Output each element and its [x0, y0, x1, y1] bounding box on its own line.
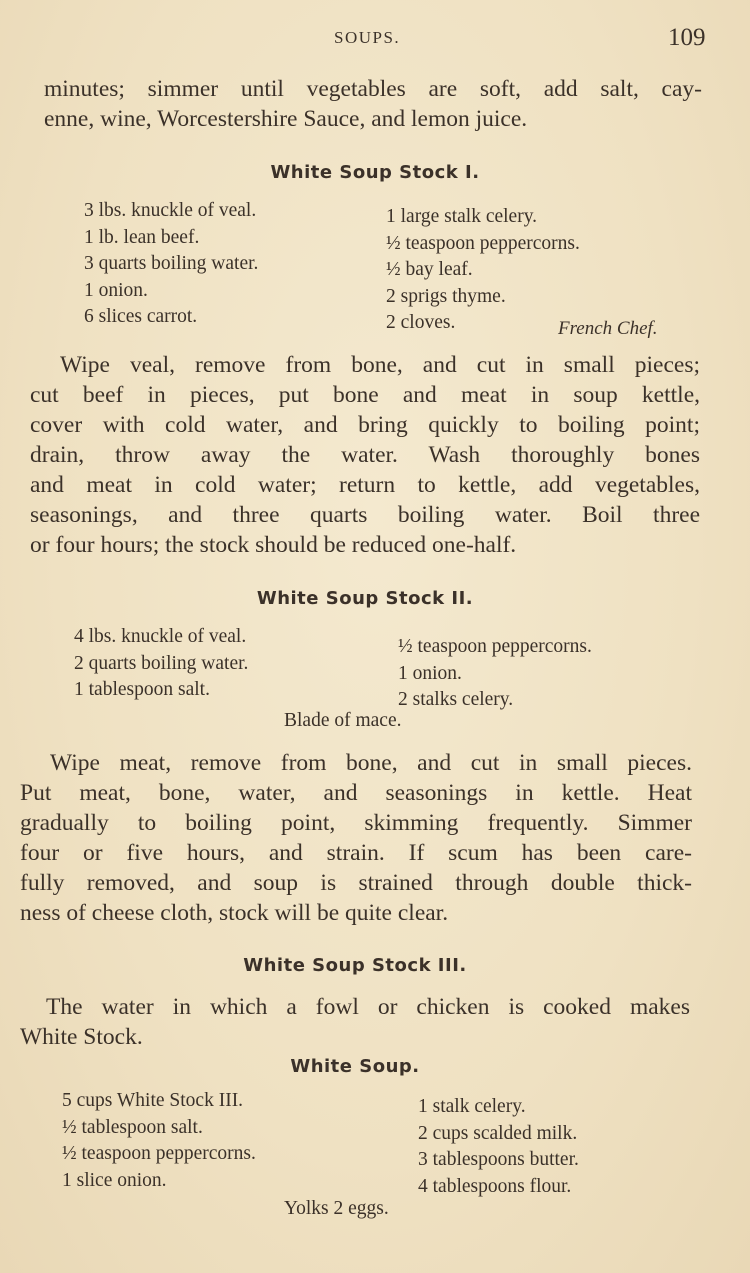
intro-line: enne, wine, Worcestershire Sauce, and lemon juice.	[44, 106, 528, 132]
white-soup-yolks: Yolks 2 eggs.	[284, 1198, 389, 1219]
white-soup-ingredients-left	[62, 1088, 256, 1194]
stock2-method	[20, 748, 692, 928]
ingredient: 1 onion.	[84, 279, 148, 301]
page-header	[0, 24, 750, 58]
ingredient: 1 lb. lean beef.	[84, 226, 200, 248]
ingredient: ½ teaspoon peppercorns.	[386, 232, 580, 254]
stock2-title: White Soup Stock II.	[256, 588, 474, 609]
method-line: The water in which a fowl or chicken is cooked makes	[46, 994, 690, 1020]
method-line: fully removed, and soup is strained through double thick-	[20, 870, 692, 896]
stock2-mace: Blade of mace.	[284, 710, 402, 731]
stock1-ingredients-right	[386, 204, 580, 337]
ingredient: 1 tablespoon salt.	[74, 679, 210, 700]
method-line: gradually to boiling point, skimming frequently. Simmer	[20, 810, 692, 836]
stock1-attribution: French Chef.	[558, 318, 658, 339]
ingredient: 1 large stalk celery.	[386, 206, 538, 227]
ingredient: 1 slice onion.	[62, 1169, 167, 1191]
stock3-method	[20, 992, 690, 1052]
ingredient: 6 slices carrot.	[84, 306, 198, 327]
method-line: Put meat, bone, water, and seasonings in kettle. Heat	[20, 780, 692, 806]
ingredient: 2 sprigs thyme.	[386, 285, 506, 307]
method-line: White Stock.	[20, 1024, 143, 1050]
ingredient: 5 cups White Stock III.	[62, 1090, 244, 1111]
ingredient: ½ teaspoon peppercorns.	[62, 1143, 256, 1164]
ingredient: 3 quarts boiling water.	[84, 253, 259, 274]
ingredient: ½ tablespoon salt.	[62, 1116, 203, 1138]
ingredient: 2 stalks celery.	[398, 689, 514, 710]
intro-paragraph	[44, 74, 702, 134]
method-line: or four hours; the stock should be reduced one-half.	[30, 532, 517, 558]
stock2-ingredients-left	[74, 624, 248, 704]
stock1-method	[30, 350, 700, 560]
ingredient: ½ teaspoon peppercorns.	[398, 636, 592, 657]
stock2-ingredients-right	[398, 634, 592, 714]
method-line: drain, throw away the water. Wash thoroughly bones	[30, 442, 700, 468]
ingredient: 2 cloves.	[386, 312, 456, 333]
method-line: cut beef in pieces, put bone and meat in soup kettle,	[30, 382, 700, 408]
method-line: seasonings, and three quarts boiling water. Boil three	[30, 502, 700, 528]
ingredient: 3 tablespoons butter.	[418, 1149, 579, 1170]
ingredient: 4 lbs. knuckle of veal.	[74, 626, 247, 647]
method-line: four or five hours, and strain. If scum has been care-	[20, 840, 692, 866]
stock3-title: White Soup Stock III.	[243, 955, 467, 976]
running-head: SOUPS.	[334, 28, 401, 47]
ingredient: 1 onion.	[398, 662, 462, 684]
white-soup-title: White Soup.	[290, 1056, 420, 1077]
page-number: 109	[668, 24, 706, 51]
intro-line: minutes; simmer until vegetables are soft, add salt, cay-	[44, 76, 702, 102]
method-line: ness of cheese cloth, stock will be quite clear.	[20, 900, 449, 926]
white-soup-ingredients-right	[418, 1094, 579, 1200]
ingredient: 4 tablespoons flour.	[418, 1175, 572, 1197]
method-line: Wipe meat, remove from bone, and cut in small pieces.	[50, 750, 692, 776]
ingredient: 1 stalk celery.	[418, 1096, 526, 1117]
ingredient: ½ bay leaf.	[386, 259, 473, 280]
method-line: cover with cold water, and bring quickly to boiling point;	[30, 412, 700, 438]
stock1-ingredients-left	[84, 198, 258, 331]
method-line: and meat in cold water; return to kettle, add vegetables,	[30, 472, 700, 498]
stock1-title: White Soup Stock I.	[270, 162, 480, 183]
method-line: Wipe veal, remove from bone, and cut in small pieces;	[60, 352, 700, 378]
ingredient: 2 quarts boiling water.	[74, 652, 249, 674]
ingredient: 2 cups scalded milk.	[418, 1122, 578, 1144]
ingredient: 3 lbs. knuckle of veal.	[84, 200, 257, 221]
